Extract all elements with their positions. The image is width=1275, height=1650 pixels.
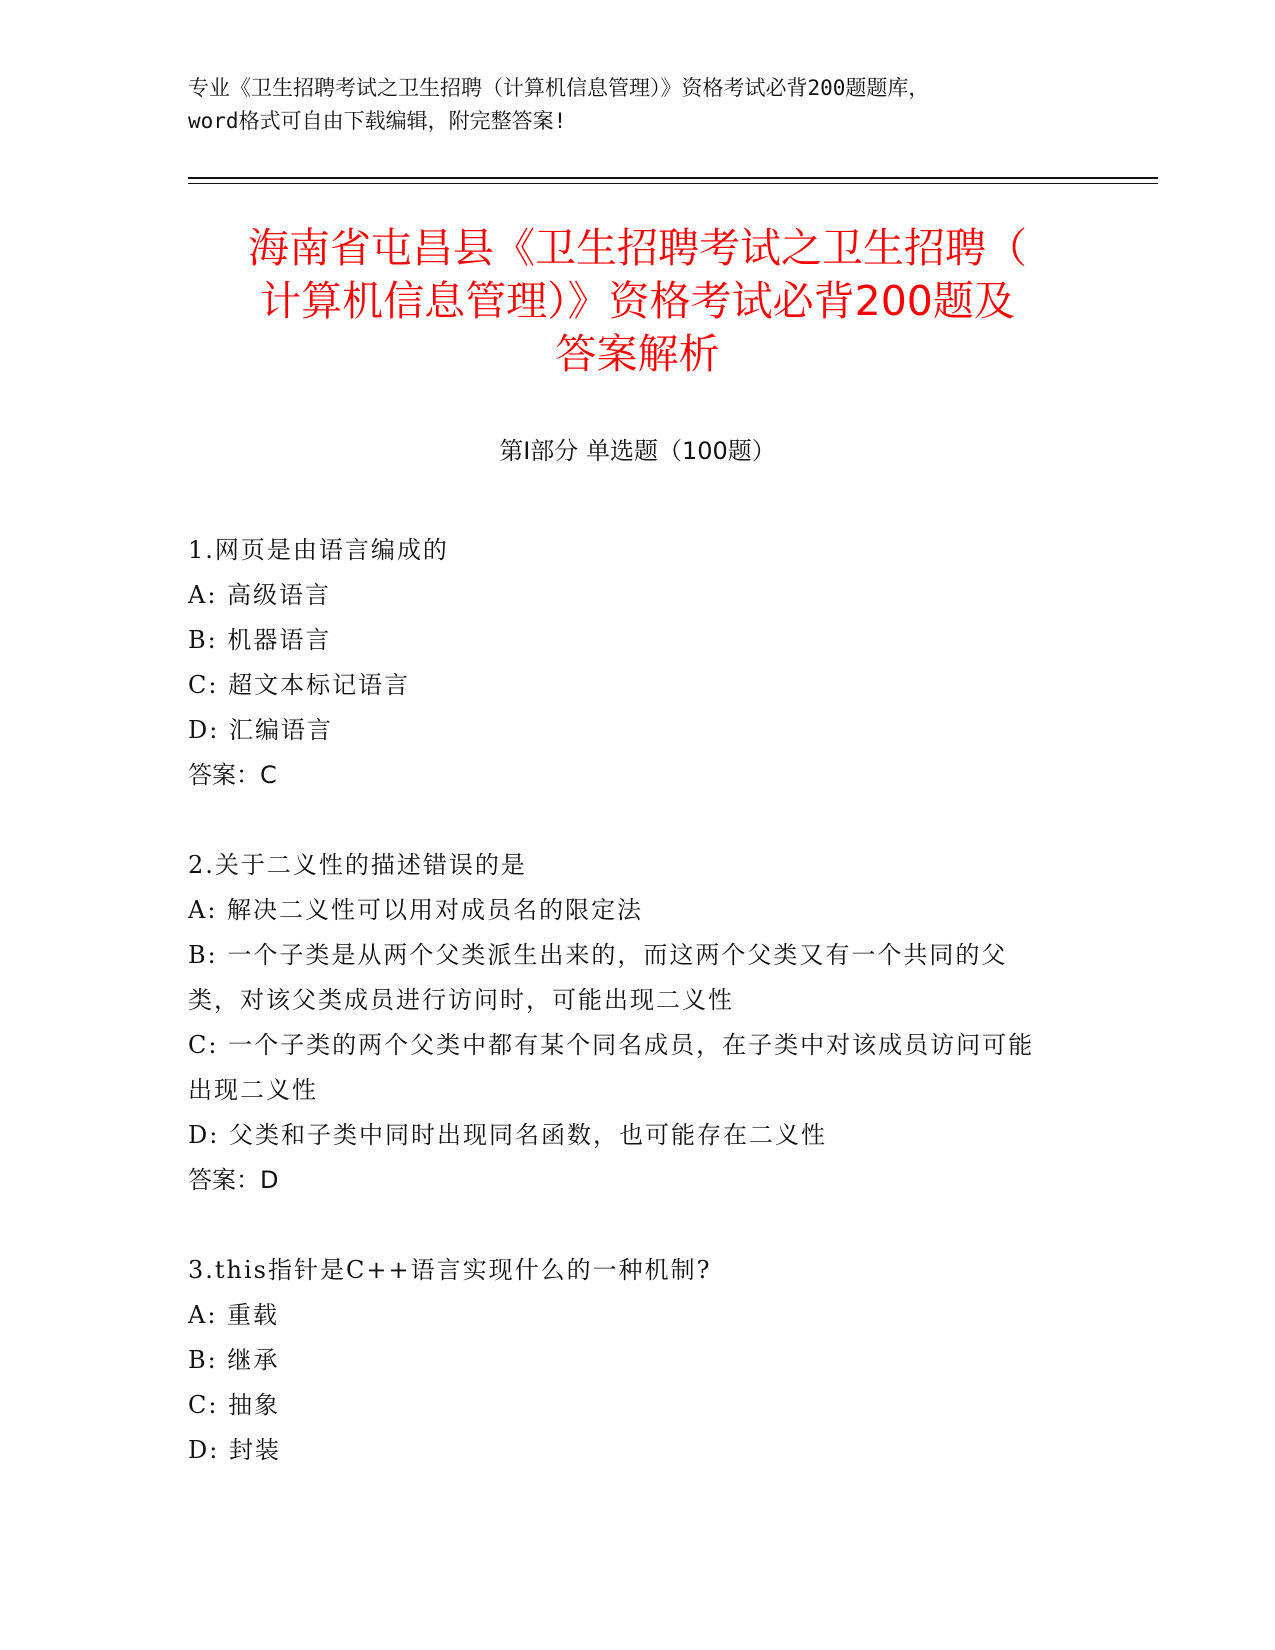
header-note-line-2: word格式可自由下载编辑，附完整答案! <box>188 109 567 133</box>
option-b: B: 一个子类是从两个父类派生出来的，而这两个父类又有一个共同的父类，对该父类成员进行访问时，可能出现二义性 <box>188 941 1008 1014</box>
option-d: D: 汇编语言 <box>188 716 333 744</box>
option-a: A: 高级语言 <box>188 581 332 609</box>
question-2 <box>188 843 1088 1203</box>
document-title-line-1: 海南省屯昌县《卫生招聘考试之卫生招聘（ <box>248 224 1027 272</box>
question-list <box>188 528 1088 1518</box>
document-title-line-3: 答案解析 <box>555 330 720 378</box>
option-a: A: 解决二义性可以用对成员名的限定法 <box>188 896 644 924</box>
option-b: B: 机器语言 <box>188 626 332 654</box>
option-c: C: 超文本标记语言 <box>188 671 411 699</box>
question-3 <box>188 1248 1088 1473</box>
answer: 答案：D <box>188 1166 279 1194</box>
document-title <box>140 222 1135 381</box>
question-stem: 3.this指针是C++语言实现什么的一种机制? <box>188 1256 712 1284</box>
question-stem: 2.关于二义性的描述错误的是 <box>188 851 527 879</box>
header-divider-thick <box>188 177 1158 179</box>
question-stem: 1.网页是由语言编成的 <box>188 536 449 564</box>
option-b: B: 继承 <box>188 1346 280 1374</box>
option-c: C: 抽象 <box>188 1391 281 1419</box>
header-note-line-1: 专业《卫生招聘考试之卫生招聘（计算机信息管理）》资格考试必背200题题库， <box>188 76 930 100</box>
option-c: C: 一个子类的两个父类中都有某个同名成员，在子类中对该成员访问可能出现二义性 <box>188 1031 1035 1104</box>
header-divider-thin <box>188 183 1158 184</box>
header-note <box>188 72 1088 138</box>
option-d: D: 父类和子类中同时出现同名函数，也可能存在二义性 <box>188 1121 827 1149</box>
section-heading: 第Ⅰ部分 单选题（100题） <box>499 437 776 465</box>
answer: 答案：C <box>188 761 277 789</box>
option-a: A: 重载 <box>188 1301 280 1329</box>
option-d: D: 封装 <box>188 1436 281 1464</box>
question-1 <box>188 528 1088 798</box>
document-title-line-2: 计算机信息管理）》资格考试必背200题及 <box>260 277 1015 325</box>
